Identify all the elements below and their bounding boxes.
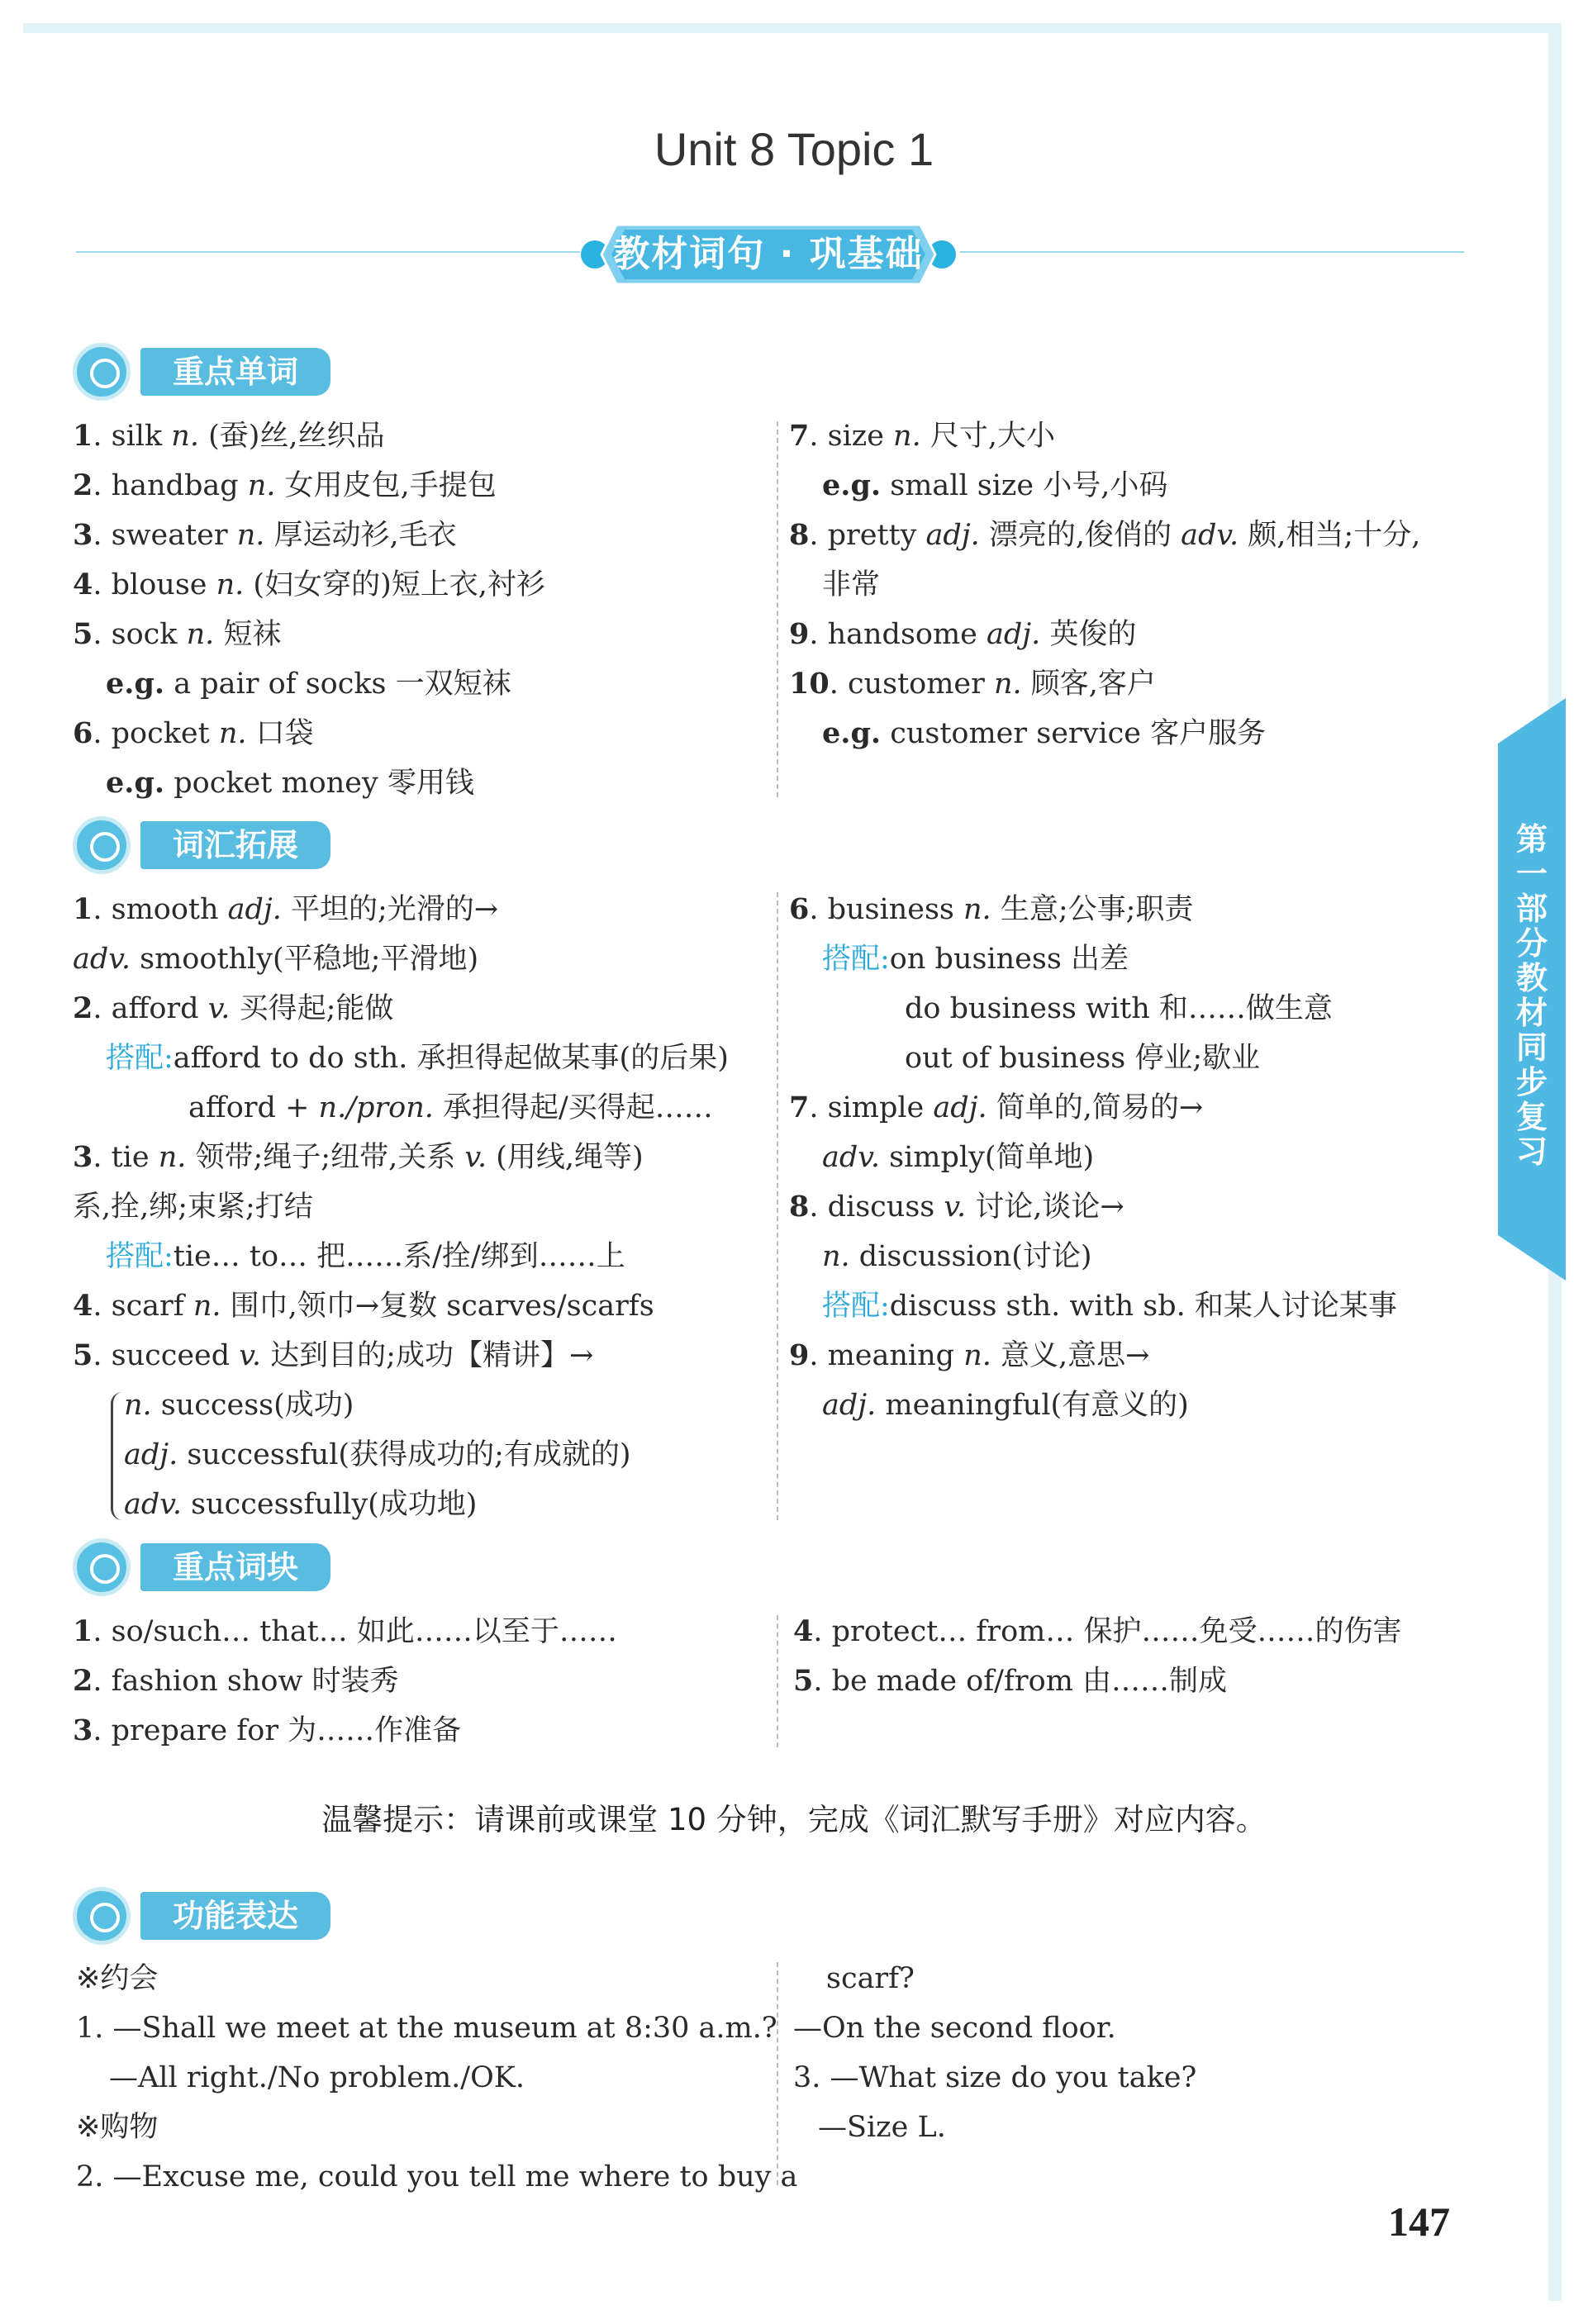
text-segment: . simple bbox=[809, 1091, 934, 1124]
text-segment: 5 bbox=[793, 1664, 814, 1698]
text-segment: n. bbox=[822, 1240, 850, 1273]
text-line bbox=[789, 984, 1397, 1034]
brace bbox=[111, 1392, 125, 1520]
text-segment: v. bbox=[239, 1339, 262, 1372]
text-line bbox=[789, 461, 1420, 511]
text-segment: 5 bbox=[73, 1338, 93, 1372]
text-segment: 3 bbox=[73, 1140, 93, 1174]
text-line bbox=[793, 1656, 1401, 1706]
text-segment: 尺寸,大小 bbox=[920, 420, 1055, 453]
text-segment: 颇,相当;十分, bbox=[1239, 519, 1421, 552]
text-line bbox=[73, 411, 545, 461]
text-segment: . size bbox=[809, 420, 894, 453]
dialogue-line: 2. —Excuse me, could you tell me where to buy a bbox=[76, 2160, 798, 2193]
text-segment: . pretty bbox=[809, 519, 926, 552]
text-segment: v. bbox=[207, 992, 231, 1025]
text-segment: n. bbox=[171, 420, 199, 453]
text-segment: . blouse bbox=[93, 568, 216, 601]
text-segment: adv. bbox=[124, 1488, 183, 1521]
text-segment: smoothly(平稳地;平滑地) bbox=[131, 943, 479, 976]
text-line bbox=[789, 1232, 1397, 1281]
text-segment: n. bbox=[236, 519, 265, 552]
side-tab bbox=[1498, 698, 1566, 1281]
text-segment: 9 bbox=[789, 1338, 810, 1372]
text-segment: . pocket bbox=[93, 717, 219, 750]
section-icon bbox=[73, 1887, 131, 1945]
text-segment: . be made of/from 由……制成 bbox=[813, 1665, 1228, 1698]
text-segment: out of business 停业;歇业 bbox=[905, 1042, 1261, 1075]
text-line bbox=[73, 709, 545, 758]
dialogue-line: ※约会 bbox=[76, 1962, 159, 1995]
text-segment: . scarf bbox=[93, 1290, 193, 1323]
dialogue-line: 3. —What size do you take? bbox=[793, 2061, 1197, 2094]
text-segment: 1 bbox=[73, 419, 93, 453]
text-line bbox=[789, 511, 1420, 560]
text-segment: . customer bbox=[829, 668, 994, 701]
section-title: 重点词块 bbox=[172, 1549, 298, 1585]
page-number: 147 bbox=[1388, 2198, 1450, 2245]
text-segment: (蚕)丝,丝织品 bbox=[198, 420, 385, 453]
vocab-left-column bbox=[73, 885, 729, 1529]
text-segment: . meaning bbox=[809, 1339, 964, 1372]
text-segment: 系,拴,绑;束紧;打结 bbox=[73, 1191, 313, 1224]
column-divider bbox=[777, 892, 778, 1520]
text-segment: . sweater bbox=[93, 519, 237, 552]
text-line bbox=[789, 610, 1420, 659]
text-segment: 达到目的;成功【精讲】→ bbox=[261, 1339, 594, 1372]
text-segment: n. bbox=[993, 668, 1022, 701]
text-line bbox=[789, 1133, 1397, 1182]
section-title: 重点单词 bbox=[172, 354, 298, 390]
section-title: 词汇拓展 bbox=[172, 827, 298, 863]
column-divider bbox=[777, 421, 778, 797]
text-line bbox=[73, 758, 545, 808]
text-segment: adv. bbox=[1181, 519, 1239, 552]
text-line bbox=[789, 709, 1420, 758]
text-line bbox=[73, 885, 729, 934]
text-line bbox=[789, 560, 1420, 610]
page-title: Unit 8 Topic 1 bbox=[654, 123, 934, 175]
text-segment: customer service 客户服务 bbox=[881, 717, 1267, 750]
text-segment: 5 bbox=[73, 617, 93, 651]
text-segment: 平坦的;光滑的→ bbox=[281, 893, 499, 926]
text-segment: 2 bbox=[73, 468, 93, 502]
text-segment: meaningful(有意义的) bbox=[876, 1389, 1189, 1422]
column-divider bbox=[777, 1962, 778, 2185]
text-line bbox=[73, 1331, 729, 1381]
text-segment: a pair of socks 一双短袜 bbox=[164, 668, 511, 701]
text-segment: n. bbox=[218, 717, 247, 750]
text-segment: 女用皮包,手提包 bbox=[275, 469, 497, 502]
text-segment: 买得起;能做 bbox=[230, 992, 394, 1025]
text-line bbox=[789, 1083, 1397, 1133]
text-segment: 顾客,客户 bbox=[1021, 668, 1156, 701]
text-line bbox=[789, 1381, 1397, 1430]
text-line bbox=[73, 1706, 617, 1756]
dialogue-line: —On the second floor. bbox=[793, 2012, 1116, 2045]
text-segment: v. bbox=[464, 1141, 487, 1174]
dialogue-line: —All right./No problem./OK. bbox=[109, 2061, 525, 2094]
text-segment: 8 bbox=[789, 1190, 810, 1224]
text-segment: simply(简单地) bbox=[880, 1141, 1095, 1174]
text-segment: n. bbox=[247, 469, 276, 502]
text-segment: 4 bbox=[73, 1289, 93, 1323]
key-words-left-column bbox=[73, 411, 545, 808]
text-segment: 口袋 bbox=[246, 717, 314, 750]
text-segment: adj. bbox=[925, 519, 980, 552]
text-segment: 7 bbox=[789, 1091, 810, 1124]
text-segment: n./pron. bbox=[318, 1091, 434, 1124]
text-segment: on business 出差 bbox=[889, 943, 1129, 976]
text-segment: afford to do sth. 承担得起做某事(的后果) bbox=[173, 1042, 729, 1075]
column-divider bbox=[777, 1615, 778, 1747]
text-segment: 8 bbox=[789, 518, 810, 552]
text-line bbox=[789, 411, 1420, 461]
section-icon bbox=[73, 1538, 131, 1596]
text-segment: (妇女穿的)短上衣,衬衫 bbox=[244, 568, 545, 601]
text-segment: successfully(成功地) bbox=[182, 1488, 478, 1521]
text-segment: n. bbox=[186, 618, 215, 651]
text-line bbox=[789, 1034, 1397, 1083]
section-icon bbox=[73, 343, 131, 401]
text-line bbox=[73, 511, 545, 560]
text-segment: . silk bbox=[93, 420, 172, 453]
text-segment: 搭配: bbox=[822, 943, 890, 976]
text-line bbox=[793, 1607, 1401, 1656]
text-segment: 厚运动衫,毛衣 bbox=[264, 519, 457, 552]
text-segment: successful(获得成功的;有成就的) bbox=[178, 1438, 631, 1471]
text-segment: e.g. bbox=[106, 766, 165, 800]
text-segment: n. bbox=[963, 1339, 991, 1372]
text-segment: . discuss bbox=[809, 1191, 944, 1224]
text-segment: 短袜 bbox=[214, 618, 282, 651]
text-segment: 讨论,谈论→ bbox=[966, 1191, 1124, 1224]
text-line bbox=[73, 461, 545, 511]
text-segment: afford + bbox=[188, 1091, 319, 1124]
banner-title: 教材词句 · 巩基础 bbox=[613, 233, 924, 275]
dialogue-line: scarf? bbox=[826, 1962, 915, 1995]
text-segment: 2 bbox=[73, 1664, 93, 1698]
vocab-right-column bbox=[789, 885, 1397, 1430]
text-segment: 10 bbox=[789, 667, 830, 701]
text-segment: 非常 bbox=[822, 568, 881, 601]
text-segment: 3 bbox=[73, 1713, 93, 1747]
text-segment: small size 小号,小码 bbox=[881, 469, 1168, 502]
text-line bbox=[789, 1331, 1397, 1381]
text-segment: . prepare for 为……作准备 bbox=[93, 1714, 462, 1747]
text-segment: adj. bbox=[822, 1389, 877, 1422]
phrases-right-column bbox=[793, 1607, 1401, 1706]
section-title: 功能表达 bbox=[172, 1898, 298, 1934]
text-segment: n. bbox=[193, 1290, 221, 1323]
text-segment: do business with 和……做生意 bbox=[905, 992, 1333, 1025]
text-segment: adj. bbox=[987, 618, 1041, 651]
text-segment: . afford bbox=[93, 992, 208, 1025]
text-segment: 搭配: bbox=[822, 1290, 890, 1323]
section-vocab-ext bbox=[73, 816, 337, 874]
text-line bbox=[73, 934, 729, 984]
text-segment: . succeed bbox=[93, 1339, 240, 1372]
text-segment: e.g. bbox=[822, 716, 882, 750]
text-segment: . protect… from… 保护……免受……的伤害 bbox=[813, 1615, 1402, 1648]
text-segment: n. bbox=[893, 420, 921, 453]
text-line bbox=[73, 560, 545, 610]
text-segment: adj. bbox=[933, 1091, 987, 1124]
text-line bbox=[73, 1083, 729, 1133]
text-segment: 9 bbox=[789, 617, 810, 651]
text-segment: 4 bbox=[793, 1614, 814, 1648]
banner-rule-left bbox=[76, 251, 580, 253]
text-line bbox=[789, 659, 1420, 709]
dialogue-line: ※购物 bbox=[76, 2111, 159, 2144]
section-key-phrases bbox=[73, 1538, 337, 1596]
text-segment: pocket money 零用钱 bbox=[164, 767, 474, 800]
text-line bbox=[73, 1232, 729, 1281]
key-words-right-column bbox=[789, 411, 1420, 758]
text-segment: adv. bbox=[822, 1141, 881, 1174]
text-line bbox=[789, 885, 1397, 934]
section-functions bbox=[73, 1887, 337, 1945]
text-segment: discussion(讨论) bbox=[849, 1240, 1092, 1273]
text-segment: . sock bbox=[93, 618, 187, 651]
text-segment: . handsome bbox=[809, 618, 987, 651]
text-line bbox=[73, 984, 729, 1034]
text-segment: 生意;公事;职责 bbox=[991, 893, 1194, 926]
text-segment: 2 bbox=[73, 991, 93, 1025]
text-segment: 6 bbox=[789, 892, 810, 926]
section-icon bbox=[73, 816, 131, 874]
text-line bbox=[73, 1182, 729, 1232]
tip-text: 温馨提示：请课前或课堂 10 分钟，完成《词汇默写手册》对应内容。 bbox=[321, 1802, 1267, 1837]
text-segment: 围巾,领巾→复数 scarves/scarfs bbox=[221, 1290, 654, 1323]
text-segment: n. bbox=[124, 1389, 152, 1422]
functions-left-column bbox=[76, 1954, 797, 2202]
text-line bbox=[73, 659, 545, 709]
section-banner bbox=[578, 220, 958, 289]
text-segment: e.g. bbox=[822, 468, 882, 502]
text-line bbox=[73, 1381, 729, 1430]
text-segment: 搭配: bbox=[106, 1042, 174, 1075]
text-segment: 简单的,简易的→ bbox=[987, 1091, 1204, 1124]
text-line bbox=[73, 1133, 729, 1182]
text-segment: 承担得起/买得起…… bbox=[433, 1091, 713, 1124]
side-tab-label: 第一部分 教材同步复习 bbox=[1515, 821, 1548, 1170]
text-segment: adv. bbox=[73, 943, 131, 976]
text-line bbox=[73, 1430, 729, 1480]
text-segment: 1 bbox=[73, 892, 93, 926]
text-segment: success(成功) bbox=[151, 1389, 354, 1422]
text-segment: 意义,意思→ bbox=[991, 1339, 1150, 1372]
text-segment: adj. bbox=[227, 893, 282, 926]
text-segment: n. bbox=[216, 568, 245, 601]
text-segment: 3 bbox=[73, 518, 93, 552]
text-segment: 6 bbox=[73, 716, 93, 750]
text-line bbox=[73, 1480, 729, 1529]
text-segment: . tie bbox=[93, 1141, 159, 1174]
text-segment: 7 bbox=[789, 419, 810, 453]
text-segment: . smooth bbox=[93, 893, 228, 926]
text-segment: . so/such… that… 如此……以至于…… bbox=[93, 1615, 617, 1648]
phrases-left-column bbox=[73, 1607, 617, 1756]
text-segment: 领带;绳子;纽带,关系 bbox=[186, 1141, 465, 1174]
text-line bbox=[789, 1281, 1397, 1331]
banner-rule-right bbox=[960, 251, 1464, 253]
text-segment: . business bbox=[809, 893, 964, 926]
functions-right-column bbox=[793, 1954, 1196, 2152]
text-segment: n. bbox=[963, 893, 991, 926]
text-line bbox=[73, 1034, 729, 1083]
text-line bbox=[789, 1182, 1397, 1232]
text-line bbox=[73, 610, 545, 659]
text-segment: 1 bbox=[73, 1614, 93, 1648]
section-key-words bbox=[73, 343, 337, 401]
dialogue-line: 1. —Shall we meet at the museum at 8:30 a.m.? bbox=[76, 2012, 777, 2045]
text-segment: 英俊的 bbox=[1040, 618, 1137, 651]
text-line bbox=[789, 934, 1397, 984]
text-segment: tie… to… 把……系/拴/绑到……上 bbox=[173, 1240, 625, 1273]
text-segment: discuss sth. with sb. 和某人讨论某事 bbox=[889, 1290, 1397, 1323]
text-line bbox=[73, 1281, 729, 1331]
text-segment: . handbag bbox=[93, 469, 248, 502]
text-line bbox=[73, 1656, 617, 1706]
dialogue-line: —Size L. bbox=[818, 2111, 946, 2144]
text-line bbox=[73, 1607, 617, 1656]
text-segment: e.g. bbox=[106, 667, 165, 701]
text-segment: 漂亮的,俊俏的 bbox=[979, 519, 1181, 552]
text-segment: v. bbox=[944, 1191, 967, 1224]
text-segment: (用线,绳等) bbox=[487, 1141, 644, 1174]
text-segment: 4 bbox=[73, 568, 93, 601]
text-segment: n. bbox=[158, 1141, 187, 1174]
text-segment: 搭配: bbox=[106, 1240, 174, 1273]
text-segment: . fashion show 时装秀 bbox=[93, 1665, 399, 1698]
text-segment: adj. bbox=[124, 1438, 178, 1471]
